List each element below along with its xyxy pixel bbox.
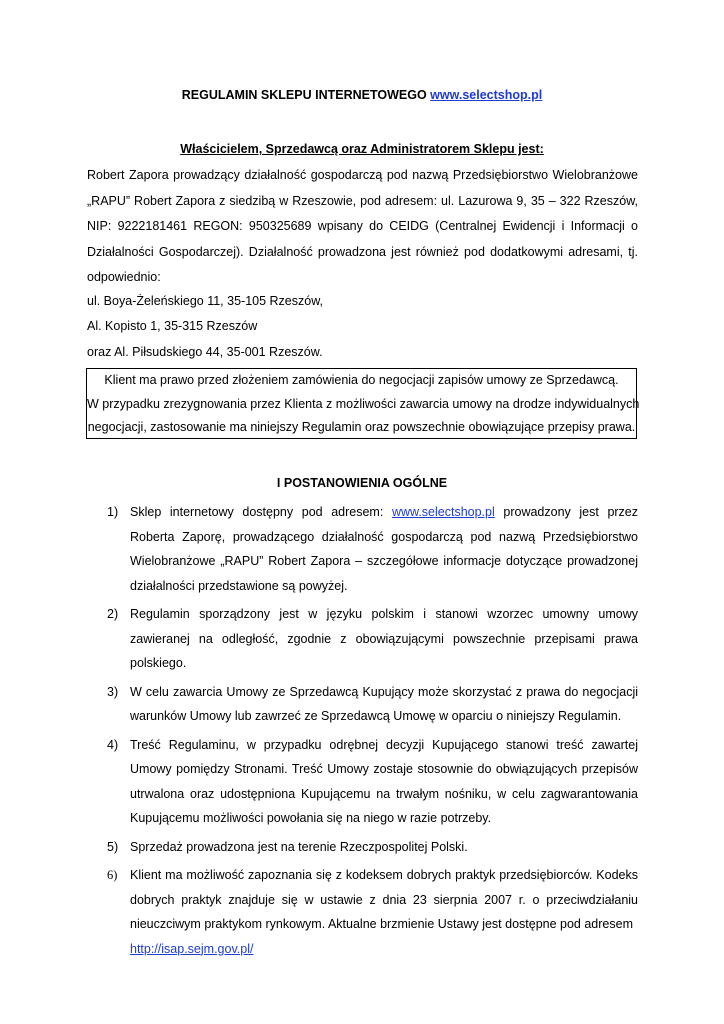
address-line: ul. Boya-Żeleńskiego 11, 35-105 Rzeszów,: [87, 294, 324, 308]
general-provisions-list: [87, 500, 638, 965]
item-number: 5): [107, 839, 119, 854]
item-text: Klient ma możliwość zapoznania się z kodeksem dobrych praktyk przedsiębiorców. Kodeks dobrych praktyk znajduje się w ustawie z dnia 23 sierpnia 2007 r. o przeciwdziałaniu nieuczciwym praktykom rynkowym. Aktualne brzmienie Ustawy jest dostępne pod adresem: [130, 868, 638, 931]
item-text: prowadzony jest przez Roberta Zaporę, prowadzącego działalność gospodarczą pod nazwą Przedsiębiorstwo Wielobranżowe „RAPU” Robert Zapora – szczegółowe informacje dotyczące prowadzonej działalności przedstawione są powyżej.: [130, 505, 639, 593]
notice-line: negocjacji, zastosowanie ma niniejszy Regulamin oraz powszechnie obowiązujące przepisy prawa.: [87, 420, 636, 434]
item-number: 2): [107, 607, 119, 621]
list-item: [87, 680, 638, 729]
owner-info: [87, 163, 638, 291]
list-item: [87, 835, 638, 860]
item-text: Sprzedaż prowadzona jest na terenie Rzeczpospolitej Polski.: [130, 839, 468, 854]
item-number: 6): [107, 868, 118, 882]
item-number: 1): [107, 505, 119, 519]
title-text: REGULAMIN SKLEPU INTERNETOWEGO: [181, 88, 427, 102]
section-title: I POSTANOWIENIA OGÓLNE: [276, 476, 448, 490]
item-text: Regulamin sporządzony jest w języku polskim i stanowi wzorzec umowny umowy zawieranej na odległość, zgodnie z obowiązującymi powszechnie przepisami prawa polskiego.: [130, 607, 638, 670]
list-item: [87, 602, 638, 676]
list-item: [87, 733, 638, 831]
item-text: W celu zawarcia Umowy ze Sprzedawcą Kupujący może skorzystać z prawa do negocjacji warunków Umowy lub zawrzeć ze Sprzedawcą Umowę w oparciu o niniejszy Regulamin.: [130, 684, 638, 723]
notice-line: W przypadku zrezygnowania przez Klienta z możliwości zawarcia umowy na drodze indywidualnych: [87, 396, 640, 411]
item-number: 3): [107, 684, 119, 699]
list-item: [87, 863, 638, 961]
title-shop-link[interactable]: www.selectshop.pl: [430, 88, 543, 102]
item-number: 4): [107, 737, 119, 752]
page-title: [0, 88, 724, 102]
negotiation-notice-box: [86, 368, 640, 439]
owner-heading: Właścicielem, Sprzedawcą oraz Administratorem Sklepu jest:: [180, 142, 544, 156]
owner-intro-paragraph: Robert Zapora prowadzący działalność gospodarczą pod nazwą Przedsiębiorstwo Wielobranżowe „RAPU” Robert Zapora z siedzibą w Rzeszowie, pod adresem: ul. Lazurowa 9, 35 – 322 Rzeszów, NIP: 9222181461 REGON: 950325689 wpisany do CEIDG (Centralnej Ewidencji i Informacji o Działalności Gospodarczej). Działalność prowadzona jest również pod dodatkowymi adresami, tj. odpowiednio:: [87, 168, 638, 284]
address-line: Al. Kopisto 1, 35-315 Rzeszów: [87, 319, 258, 333]
notice-line: Klient ma prawo przed złożeniem zamówienia do negocjacji zapisów umowy ze Sprzedawcą.: [104, 373, 619, 387]
item-text: Treść Regulaminu, w przypadku odrębnej decyzji Kupującego stanowi treść zawartej Umowy pomiędzy Stronami. Treść Umowy zostaje stosownie do obwiązujących przepisów utrwalona oraz udostępniona Kupującemu na trwałym nośniku, w celu zagwarantowania Kupującemu możliwości powołania się na niego w razie potrzeby.: [130, 737, 638, 825]
shop-link[interactable]: www.selectshop.pl: [391, 505, 495, 519]
list-item: [87, 500, 638, 598]
isap-link[interactable]: http://isap.sejm.gov.pl/: [130, 941, 254, 956]
address-line: oraz Al. Piłsudskiego 44, 35-001 Rzeszów.: [87, 345, 323, 359]
item-text: Sklep internetowy dostępny pod adresem:: [130, 505, 392, 519]
